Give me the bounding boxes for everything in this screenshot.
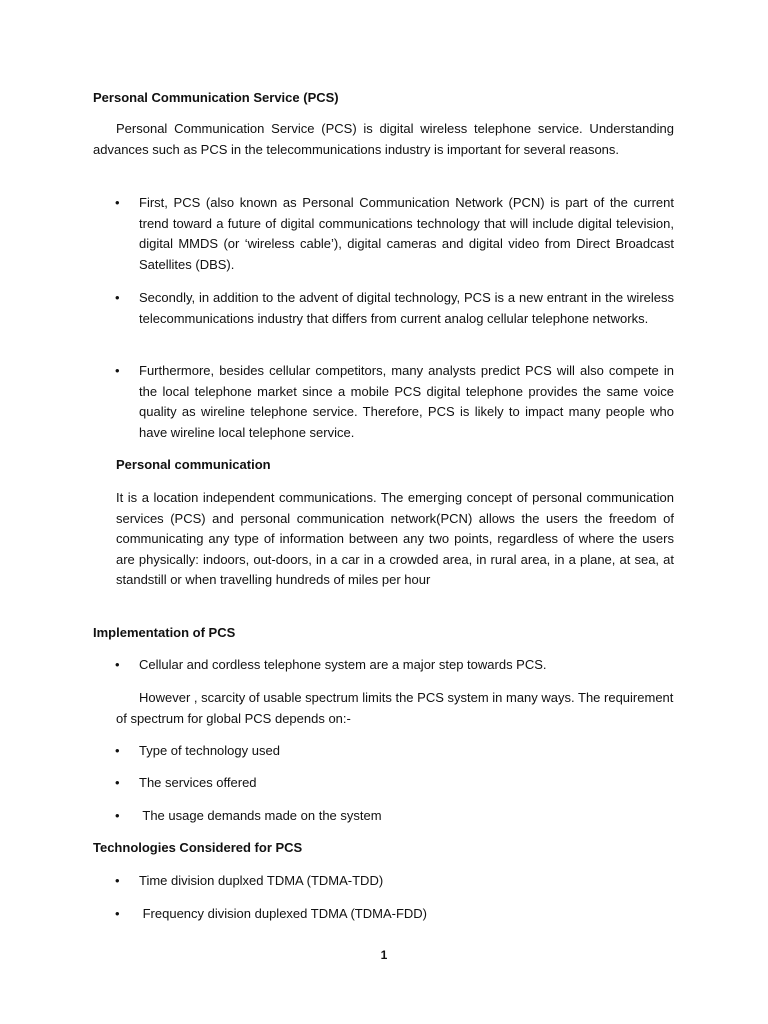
- list-item-text: Frequency division duplexed TDMA (TDMA-FDD): [139, 906, 428, 921]
- paragraph-pcs-intro: Personal Communication Service (PCS) is digital wireless telephone service. Understanding advances such as PCS in the telecommunications industry is important for several reasons.: [93, 121, 674, 157]
- list-item-text: Cellular and cordless telephone system are a major step towards PCS.: [139, 657, 547, 672]
- list-item-text: The usage demands made on the system: [139, 808, 382, 823]
- heading-implementation: Implementation of PCS: [93, 625, 236, 640]
- paragraph-personal-communication: It is a location independent communications. The emerging concept of personal communication services (PCS) and personal communication network(PCN) allows the users the freedom of communicating any type of information between any two points, regardless of where the users are physically: indoors, out-doors, in a car in a crowded area, in rural area, in a plane, at sea, at standstill or when travelling hundreds of miles per hour: [116, 490, 674, 588]
- bullet-icon: •: [115, 906, 120, 921]
- list-item-text: Secondly, in addition to the advent of digital technology, PCS is a new entrant in the wireless telecommunications industry that differs from current analog cellular telephone networks.: [139, 290, 674, 326]
- list-item: [115, 741, 674, 762]
- bullet-icon: •: [115, 657, 120, 672]
- list-item-text: Furthermore, besides cellular competitors, many analysts predict PCS will also compete in the local telephone market since a mobile PCS digital telephone provides the same voice quality as wireline telephone service. Therefore, PCS is likely to impact many people who have wireline local telephone service.: [139, 363, 674, 440]
- list-item-text: Time division duplxed TDMA (TDMA-TDD): [139, 873, 384, 888]
- bullet-icon: •: [115, 743, 120, 758]
- heading-pcs: Personal Communication Service (PCS): [93, 90, 339, 105]
- bullet-icon: •: [115, 775, 120, 790]
- heading-technologies: Technologies Considered for PCS: [93, 840, 303, 855]
- list-item: [115, 871, 674, 892]
- list-item: [115, 655, 674, 676]
- list-item-text: First, PCS (also known as Personal Communication Network (PCN) is part of the current trend toward a future of digital communications technology that will include digital television, digital MMDS (or ‘wireless cable’), digital cameras and digital video from Direct Broadcast Satellites (DBS).: [139, 195, 674, 272]
- list-item-text: Type of technology used: [139, 743, 280, 758]
- list-item: [115, 193, 674, 275]
- list-item: [115, 773, 674, 794]
- list-item: [115, 806, 674, 827]
- paragraph-implementation: However , scarcity of usable spectrum limits the PCS system in many ways. The requirement of spectrum for global PCS depends on:-: [116, 690, 674, 726]
- list-item: [115, 288, 674, 329]
- bullet-icon: •: [115, 808, 120, 823]
- bullet-icon: •: [115, 195, 120, 210]
- bullet-icon: •: [115, 290, 120, 305]
- bullet-icon: •: [115, 363, 120, 378]
- list-item: [115, 361, 674, 443]
- bullet-icon: •: [115, 873, 120, 888]
- list-item: [115, 904, 674, 925]
- heading-personal-communication: Personal communication: [116, 457, 271, 472]
- page-number: 1: [380, 948, 388, 962]
- list-item-text: The services offered: [139, 775, 257, 790]
